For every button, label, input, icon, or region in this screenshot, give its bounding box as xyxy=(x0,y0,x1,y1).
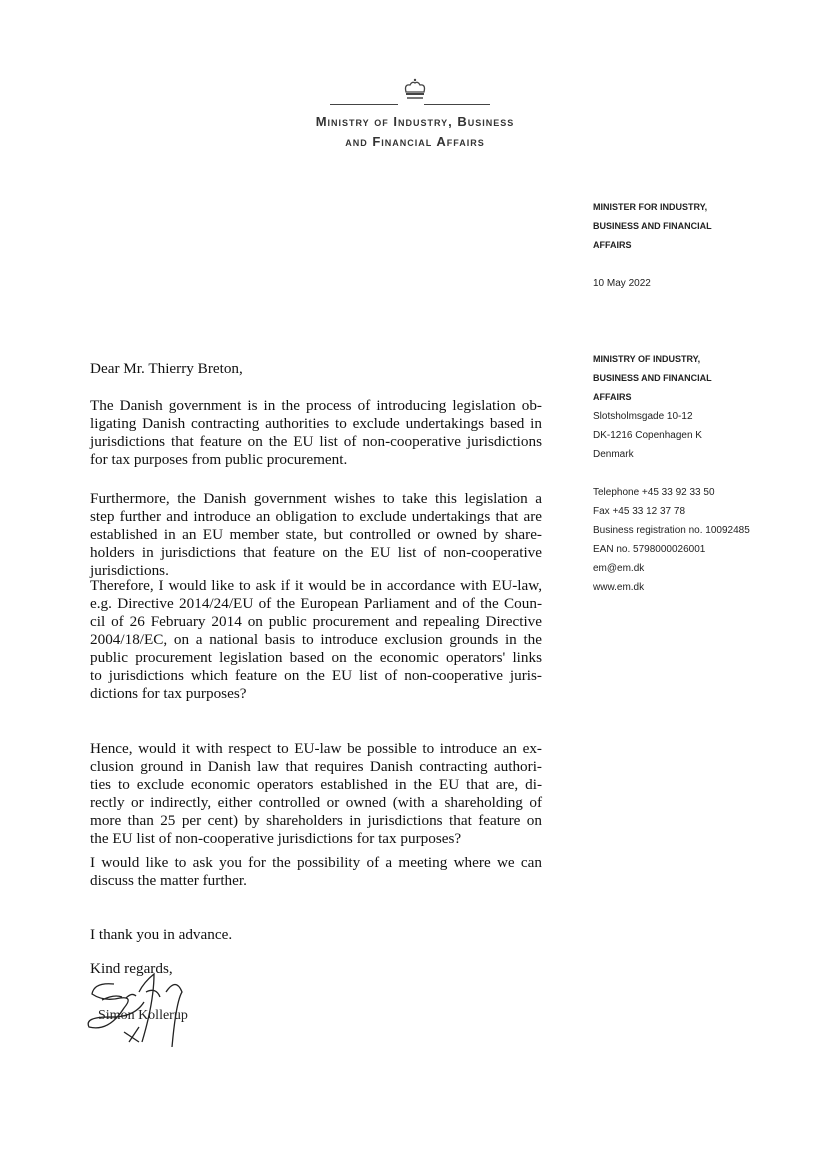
letterhead-rule-right xyxy=(424,104,490,105)
business-registration: Business registration no. 10092485 xyxy=(593,525,750,536)
org-line: AFFAIRS xyxy=(593,392,632,402)
paragraph-line: Kind regards, xyxy=(90,960,173,977)
org-line: MINISTRY OF INDUSTRY, xyxy=(593,354,701,364)
paragraph xyxy=(90,926,542,944)
paragraph-line: dictions for tax purposes? xyxy=(90,685,247,702)
letter-date: 10 May 2022 xyxy=(593,278,651,289)
paragraph-line: Hence, would it with respect to EU-law be possible to introduce an ex- xyxy=(90,740,542,757)
paragraph-line: step further and introduce an obligation to exclude undertakings that are xyxy=(90,508,542,525)
paragraph-line: ties to exclude economic operators established in the EU that are, di- xyxy=(90,776,542,793)
paragraph-line: to jurisdictions which feature on the EU list of non-cooperative juris- xyxy=(90,667,542,684)
paragraph-line: I thank you in advance. xyxy=(90,926,233,943)
paragraph-line: clusion ground in Danish law that requires Danish contracting authori- xyxy=(90,758,542,775)
letterhead xyxy=(280,78,550,152)
org-line: BUSINESS AND FINANCIAL xyxy=(593,373,712,383)
fax: Fax +45 33 12 37 78 xyxy=(593,506,686,517)
email-link[interactable]: em@em.dk xyxy=(593,563,645,574)
paragraph-line: 2004/18/EC, on a national basis to introduce exclusion grounds in the xyxy=(90,631,542,648)
sender-line: AFFAIRS xyxy=(593,240,632,250)
paragraph xyxy=(90,397,542,469)
paragraph-line: cil of 26 February 2014 on public procurement and repealing Directive xyxy=(90,613,542,630)
sender-line: MINISTER FOR INDUSTRY, xyxy=(593,202,708,212)
sender-line: BUSINESS AND FINANCIAL xyxy=(593,221,712,231)
paragraph-line: jurisdictions that feature on the EU list of non-cooperative jurisdictions xyxy=(90,433,542,450)
paragraph-line: established in an EU member state, but controlled or owned by share- xyxy=(90,526,542,543)
sender-block xyxy=(593,198,712,293)
salutation: Dear Mr. Thierry Breton, xyxy=(90,360,243,377)
paragraph-line: for tax purposes from public procurement. xyxy=(90,451,348,468)
paragraph-line: The Danish government is in the process of introducing legislation ob- xyxy=(90,397,542,414)
paragraph-line: Furthermore, the Danish government wishes to take this legislation a xyxy=(90,490,542,507)
paragraph-line: discuss the matter further. xyxy=(90,872,247,889)
address-line: Slotsholmsgade 10-12 xyxy=(593,411,693,422)
paragraph-line: more than 25 per cent) by shareholders in jurisdictions that feature on xyxy=(90,812,542,829)
paragraph xyxy=(90,740,542,848)
paragraph-line: jurisdictions. xyxy=(90,562,169,579)
address-block xyxy=(593,350,750,597)
paragraph-line: Therefore, I would like to ask if it would be in accordance with EU-law, xyxy=(90,577,542,594)
paragraph-line: rectly or indirectly, either controlled or owned (with a shareholding of xyxy=(90,794,542,811)
paragraph xyxy=(90,577,542,703)
letterhead-line-1: Ministry of Industry, Business xyxy=(315,114,515,129)
address-line: DK-1216 Copenhagen K xyxy=(593,430,702,441)
paragraph xyxy=(90,490,542,580)
crown-icon xyxy=(400,78,430,100)
paragraph xyxy=(90,854,542,890)
telephone: Telephone +45 33 92 33 50 xyxy=(593,487,715,498)
paragraph-line: holders in jurisdictions that feature on the EU list of non-cooperative xyxy=(90,544,542,561)
paragraph-line: the EU list of non-cooperative jurisdictions for tax purposes? xyxy=(90,830,462,847)
paragraph-line: I would like to ask you for the possibility of a meeting where we can xyxy=(90,854,542,871)
letterhead-rule-left xyxy=(330,104,398,105)
ean-number: EAN no. 5798000026001 xyxy=(593,544,706,555)
address-line: Denmark xyxy=(593,449,634,460)
letterhead-line-2: and Financial Affairs xyxy=(345,134,485,149)
paragraph-line: public procurement legislation based on the economic operators' links xyxy=(90,649,542,666)
signatory-name: Simon Kollerup xyxy=(98,1008,188,1023)
paragraph-line: ligating Danish contracting authorities to exclude undertakings based in xyxy=(90,415,542,432)
paragraph-line: e.g. Directive 2014/24/EU of the European Parliament and of the Coun- xyxy=(90,595,542,612)
website-link[interactable]: www.em.dk xyxy=(593,582,645,593)
